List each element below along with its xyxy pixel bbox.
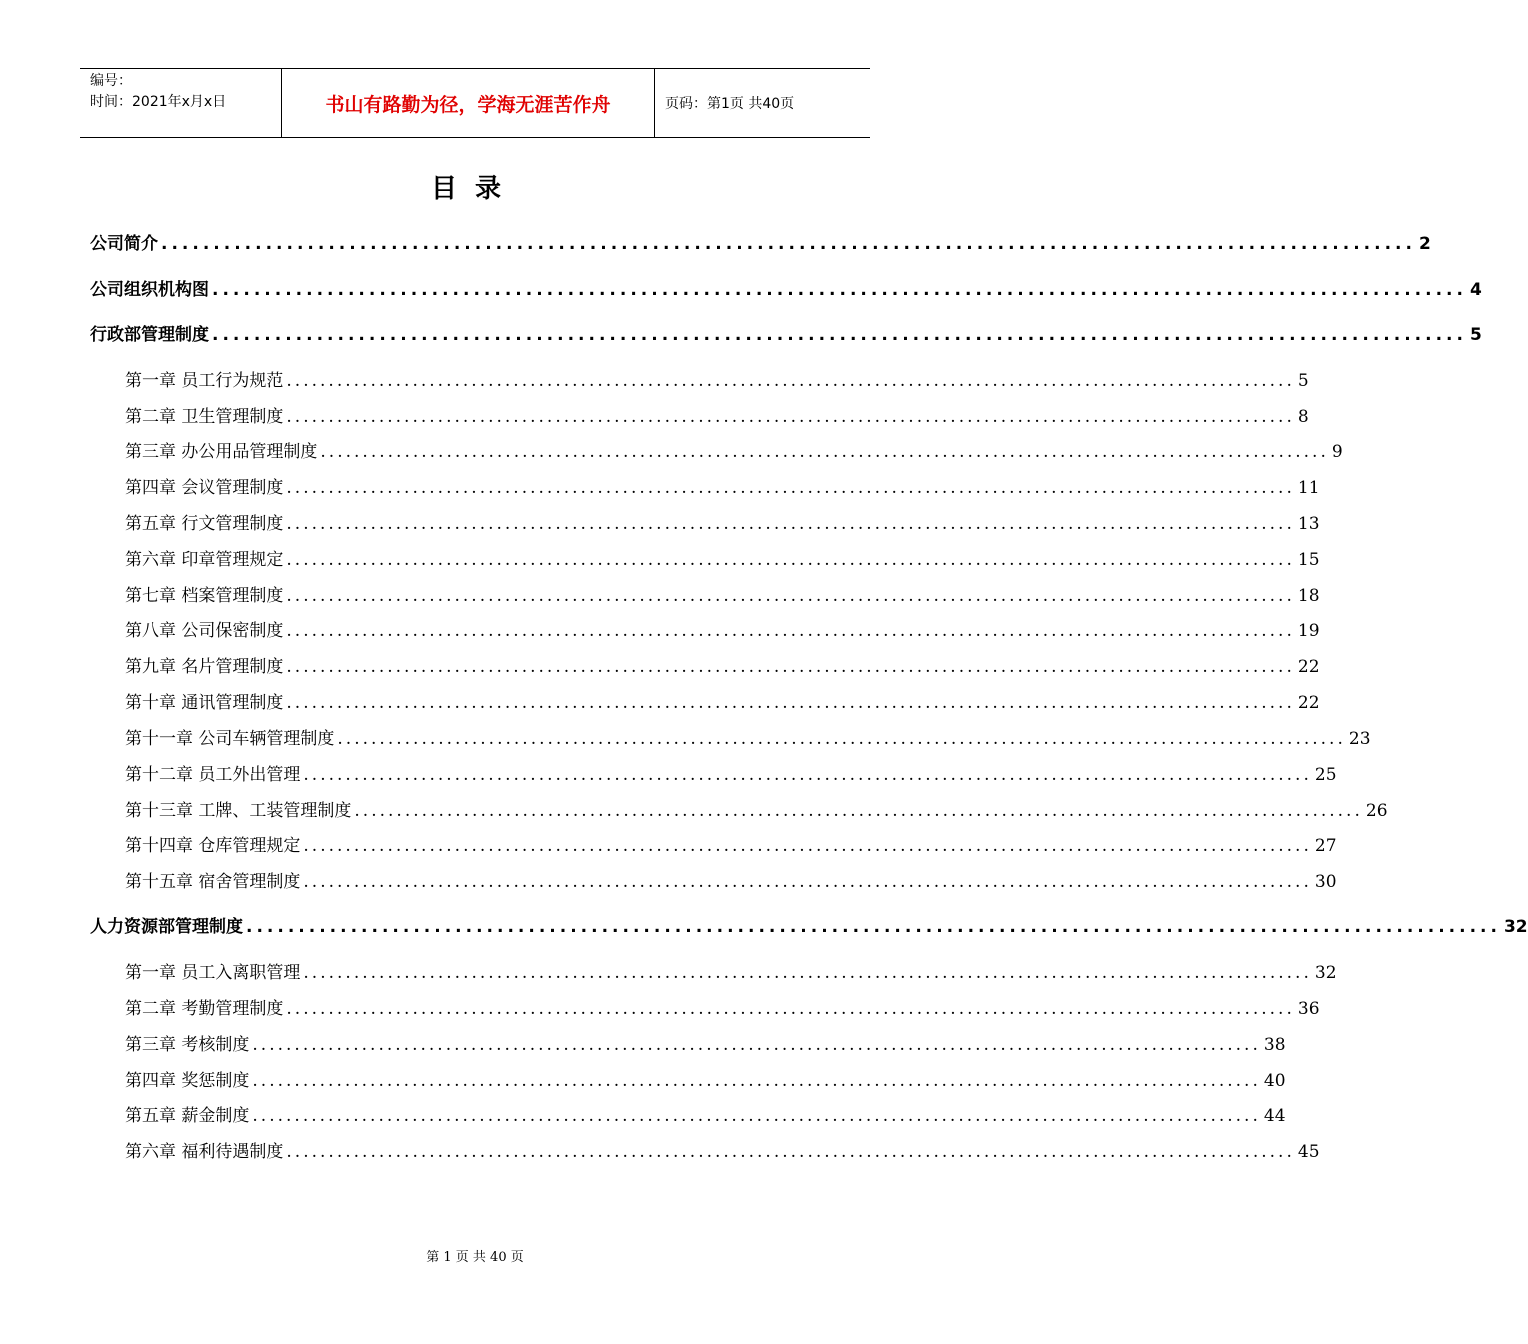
toc-leader-dots: ........................................................................................................................ (303, 872, 1312, 892)
toc-leader-dots: ........................................................................................................................ (252, 1071, 1261, 1091)
page-header (80, 68, 870, 138)
toc-entry[interactable] (125, 402, 1309, 427)
toc-entry-title: 第八章 公司保密制度 (125, 621, 284, 641)
toc-entry[interactable] (90, 275, 1482, 300)
toc-entry-page: 5 (1297, 371, 1309, 391)
toc-entry-title: 行政部管理制度 (90, 325, 209, 345)
toc-entry-page: 23 (1348, 729, 1371, 749)
toc-entry[interactable] (125, 796, 1388, 821)
toc-entry-page: 26 (1365, 801, 1388, 821)
toc-entry-title: 第十一章 公司车辆管理制度 (125, 729, 335, 749)
toc-leader-dots: ........................................................................................................................ (286, 407, 1295, 427)
toc-entry[interactable] (125, 616, 1320, 641)
toc-entry-title: 第九章 名片管理制度 (125, 657, 284, 677)
toc-entry-title: 第二章 考勤管理制度 (125, 999, 284, 1019)
toc-entry-title: 第四章 会议管理制度 (125, 478, 284, 498)
toc-leader-dots: ........................................................................................................................ (252, 1035, 1261, 1055)
toc-entry-title: 第六章 印章管理规定 (125, 550, 284, 570)
toc-leader-dots: ........................................................................................................................ (286, 371, 1295, 391)
toc-entry-page: 36 (1297, 999, 1320, 1019)
toc-entry-title: 第五章 薪金制度 (125, 1106, 250, 1126)
toc-entry-page: 22 (1297, 693, 1320, 713)
toc-entry[interactable] (125, 1101, 1286, 1126)
toc-entry[interactable] (125, 652, 1320, 677)
toc-entry-page: 8 (1297, 407, 1309, 427)
toc-entry-page: 15 (1297, 550, 1320, 570)
toc-leader-dots: ........................................................................................................................ (212, 325, 1467, 345)
page-footer: 第 1 页 共 40 页 (426, 1250, 524, 1265)
toc-entry[interactable] (125, 867, 1337, 892)
toc-entry-title: 第五章 行文管理制度 (125, 514, 284, 534)
toc-entry-title: 第三章 考核制度 (125, 1035, 250, 1055)
toc-leader-dots: ........................................................................................................................ (286, 657, 1295, 677)
toc-entry[interactable] (125, 958, 1337, 983)
toc-entry-page: 27 (1314, 836, 1337, 856)
document-number-label: 编号： (90, 73, 132, 89)
toc-entry-page: 5 (1469, 325, 1482, 345)
toc-entry-page: 45 (1297, 1142, 1320, 1162)
toc-entry[interactable] (125, 581, 1320, 606)
toc-entry-page: 4 (1469, 280, 1482, 300)
toc-leader-dots: ........................................................................................................................ (212, 280, 1467, 300)
toc-entry[interactable] (125, 994, 1320, 1019)
toc-entry-title: 第十章 通讯管理制度 (125, 693, 284, 713)
toc-entry-title: 公司简介 (90, 234, 158, 254)
toc-entry-title: 人力资源部管理制度 (90, 917, 243, 937)
toc-entry[interactable] (125, 437, 1343, 462)
toc-entry[interactable] (90, 320, 1482, 345)
toc-leader-dots: ........................................................................................................................ (303, 963, 1312, 983)
toc-leader-dots: ........................................................................................................................ (246, 917, 1501, 937)
toc-entry-title: 公司组织机构图 (90, 280, 209, 300)
toc-entry-title: 第三章 办公用品管理制度 (125, 442, 318, 462)
toc-leader-dots: ........................................................................................................................ (286, 514, 1295, 534)
toc-entry-page: 22 (1297, 657, 1320, 677)
header-page-info: 页码：第1页 共40页 (665, 96, 795, 112)
toc-leader-dots: ........................................................................................................................ (252, 1106, 1261, 1126)
toc-leader-dots: ........................................................................................................................ (286, 550, 1295, 570)
toc-entry[interactable] (125, 760, 1337, 785)
toc-entry[interactable] (125, 1137, 1320, 1162)
toc-leader-dots: ........................................................................................................................ (161, 234, 1416, 254)
toc-entry[interactable] (125, 688, 1320, 713)
toc-entry-title: 第一章 员工行为规范 (125, 371, 284, 391)
toc-leader-dots: ........................................................................................................................ (286, 1142, 1295, 1162)
toc-entry-page: 30 (1314, 872, 1337, 892)
toc-entry-title: 第十五章 宿舍管理制度 (125, 872, 301, 892)
toc-entry-page: 13 (1297, 514, 1320, 534)
toc-entry[interactable] (125, 831, 1337, 856)
toc-entry[interactable] (125, 509, 1320, 534)
toc-entry-title: 第一章 员工入离职管理 (125, 963, 301, 983)
toc-leader-dots: ........................................................................................................................ (286, 621, 1295, 641)
toc-entry[interactable] (125, 366, 1309, 391)
toc-leader-dots: ........................................................................................................................ (320, 442, 1329, 462)
toc-entry-title: 第四章 奖惩制度 (125, 1071, 250, 1091)
toc-entry-page: 11 (1297, 478, 1320, 498)
toc-entry-page: 19 (1297, 621, 1320, 641)
toc-leader-dots: ........................................................................................................................ (286, 693, 1295, 713)
toc-entry-title: 第七章 档案管理制度 (125, 586, 284, 606)
toc-entry-page: 2 (1418, 234, 1431, 254)
toc-entry-title: 第十二章 员工外出管理 (125, 765, 301, 785)
toc-leader-dots: ........................................................................................................................ (354, 801, 1363, 821)
toc-leader-dots: ........................................................................................................................ (303, 836, 1312, 856)
toc-entry-page: 38 (1263, 1035, 1286, 1055)
toc-leader-dots: ........................................................................................................................ (286, 478, 1295, 498)
toc-entry-title: 第十三章 工牌、工装管理制度 (125, 801, 352, 821)
toc-entry-page: 32 (1503, 917, 1528, 937)
toc-leader-dots: ........................................................................................................................ (303, 765, 1312, 785)
toc-entry[interactable] (90, 912, 1528, 937)
toc-entry-page: 25 (1314, 765, 1337, 785)
toc-entry[interactable] (90, 229, 1431, 254)
toc-entry[interactable] (125, 1066, 1286, 1091)
toc-entry[interactable] (125, 473, 1320, 498)
toc-entry[interactable] (125, 724, 1371, 749)
toc-leader-dots: ........................................................................................................................ (337, 729, 1346, 749)
toc-entry[interactable] (125, 1030, 1286, 1055)
toc-entry-page: 40 (1263, 1071, 1286, 1091)
toc-leader-dots: ........................................................................................................................ (286, 586, 1295, 606)
toc-title: 目录 (430, 174, 519, 204)
toc-leader-dots: ........................................................................................................................ (286, 999, 1295, 1019)
toc-entry-page: 44 (1263, 1106, 1286, 1126)
toc-entry-title: 第十四章 仓库管理规定 (125, 836, 301, 856)
header-meta (80, 69, 282, 137)
toc-entry-page: 32 (1314, 963, 1337, 983)
toc-entry-title: 第二章 卫生管理制度 (125, 407, 284, 427)
toc-entry-page: 9 (1331, 442, 1343, 462)
toc-entry-title: 第六章 福利待遇制度 (125, 1142, 284, 1162)
toc-entry-page: 18 (1297, 586, 1320, 606)
toc-entry[interactable] (125, 545, 1320, 570)
header-motto: 书山有路勤为径，学海无涯苦作舟 (282, 69, 655, 137)
document-date-label: 时间：2021年x月x日 (90, 94, 227, 110)
